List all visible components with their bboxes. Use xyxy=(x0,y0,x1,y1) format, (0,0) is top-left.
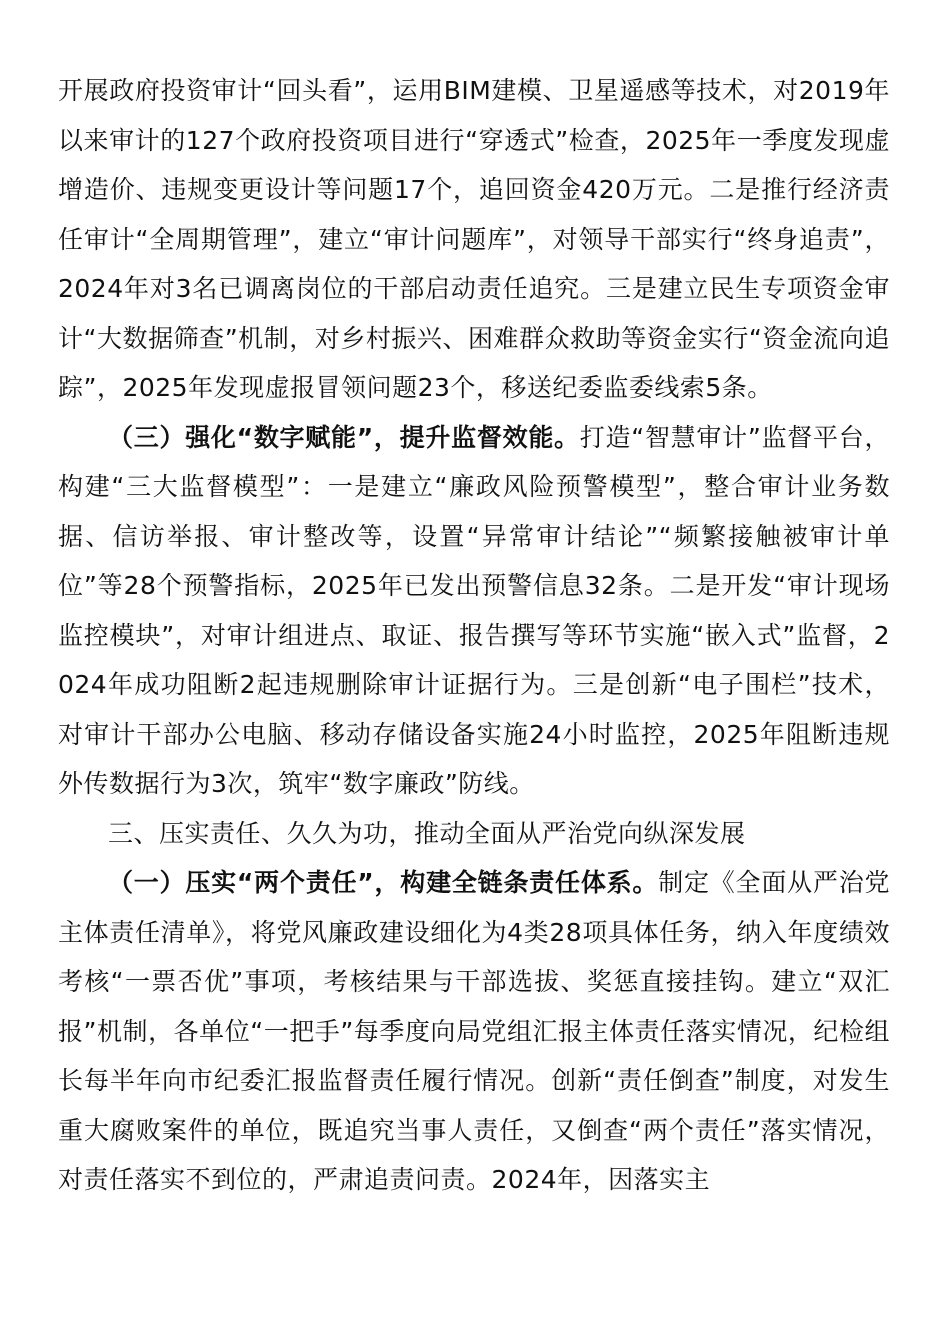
chapter-heading-three xyxy=(58,809,890,859)
paragraph-two-responsibilities xyxy=(58,858,890,1205)
section-heading-two-responsibilities: （一）压实“两个责任”，构建全链条责任体系。 xyxy=(108,868,659,897)
paragraph-text: 开展政府投资审计“回头看”，运用BIM建模、卫星遥感等技术，对2019年以来审计的127个政府投资项目进行“穿透式”检查，2025年一季度发现虚增造价、违规变更设计等问题17个，追回资金420万元。二是推行经济责任审计“全周期管理”，建立“审计问题库”，对领导干部实行“终身追责”，2024年对3名已调离岗位的干部启动责任追究。三是建立民生专项资金审计“大数据筛查”机制，对乡村振兴、困难群众救助等资金实行“资金流向追踪”，2025年发现虚报冒领问题23个，移送纪委监委线索5条。 xyxy=(58,76,890,402)
paragraph-text: 打造“智慧审计”监督平台，构建“三大监督模型”：一是建立“廉政风险预警模型”，整合审计业务数据、信访举报、审计整改等，设置“异常审计结论”“频繁接触被审计单位”等28个预警指标，2025年已发出预警信息32条。二是开发“审计现场监控模块”，对审计组进点、取证、报告撰写等环节实施“嵌入式”监督，2024年成功阻断2起违规删除审计证据行为。三是创新“电子围栏”技术，对审计干部办公电脑、移动存储设备实施24小时监控，2025年阻断违规外传数据行为3次，筑牢“数字廉政”防线。 xyxy=(58,422,890,798)
paragraph-digital-empowerment xyxy=(58,413,890,809)
paragraph-text: 制定《全面从严治党主体责任清单》，将党风廉政建设细化为4类28项具体任务，纳入年度绩效考核“一票否优”事项，考核结果与干部选拔、奖惩直接挂钩。建立“双汇报”机制，各单位“一把手”每季度向局党组汇报主体责任落实情况，纪检组长每半年向市纪委汇报监督责任履行情况。创新“责任倒查”制度，对发生重大腐败案件的单位，既追究当事人责任，又倒查“两个责任”落实情况，对责任落实不到位的，严肃追责问责。2024年，因落实主 xyxy=(58,868,890,1194)
chapter-heading-text: 三、压实责任、久久为功，推动全面从严治党向纵深发展 xyxy=(108,818,746,848)
document-body xyxy=(58,66,890,1205)
section-heading-digital-empowerment: （三）强化“数字赋能”，提升监督效能。 xyxy=(108,422,580,452)
paragraph-audit-continuation xyxy=(58,66,890,413)
